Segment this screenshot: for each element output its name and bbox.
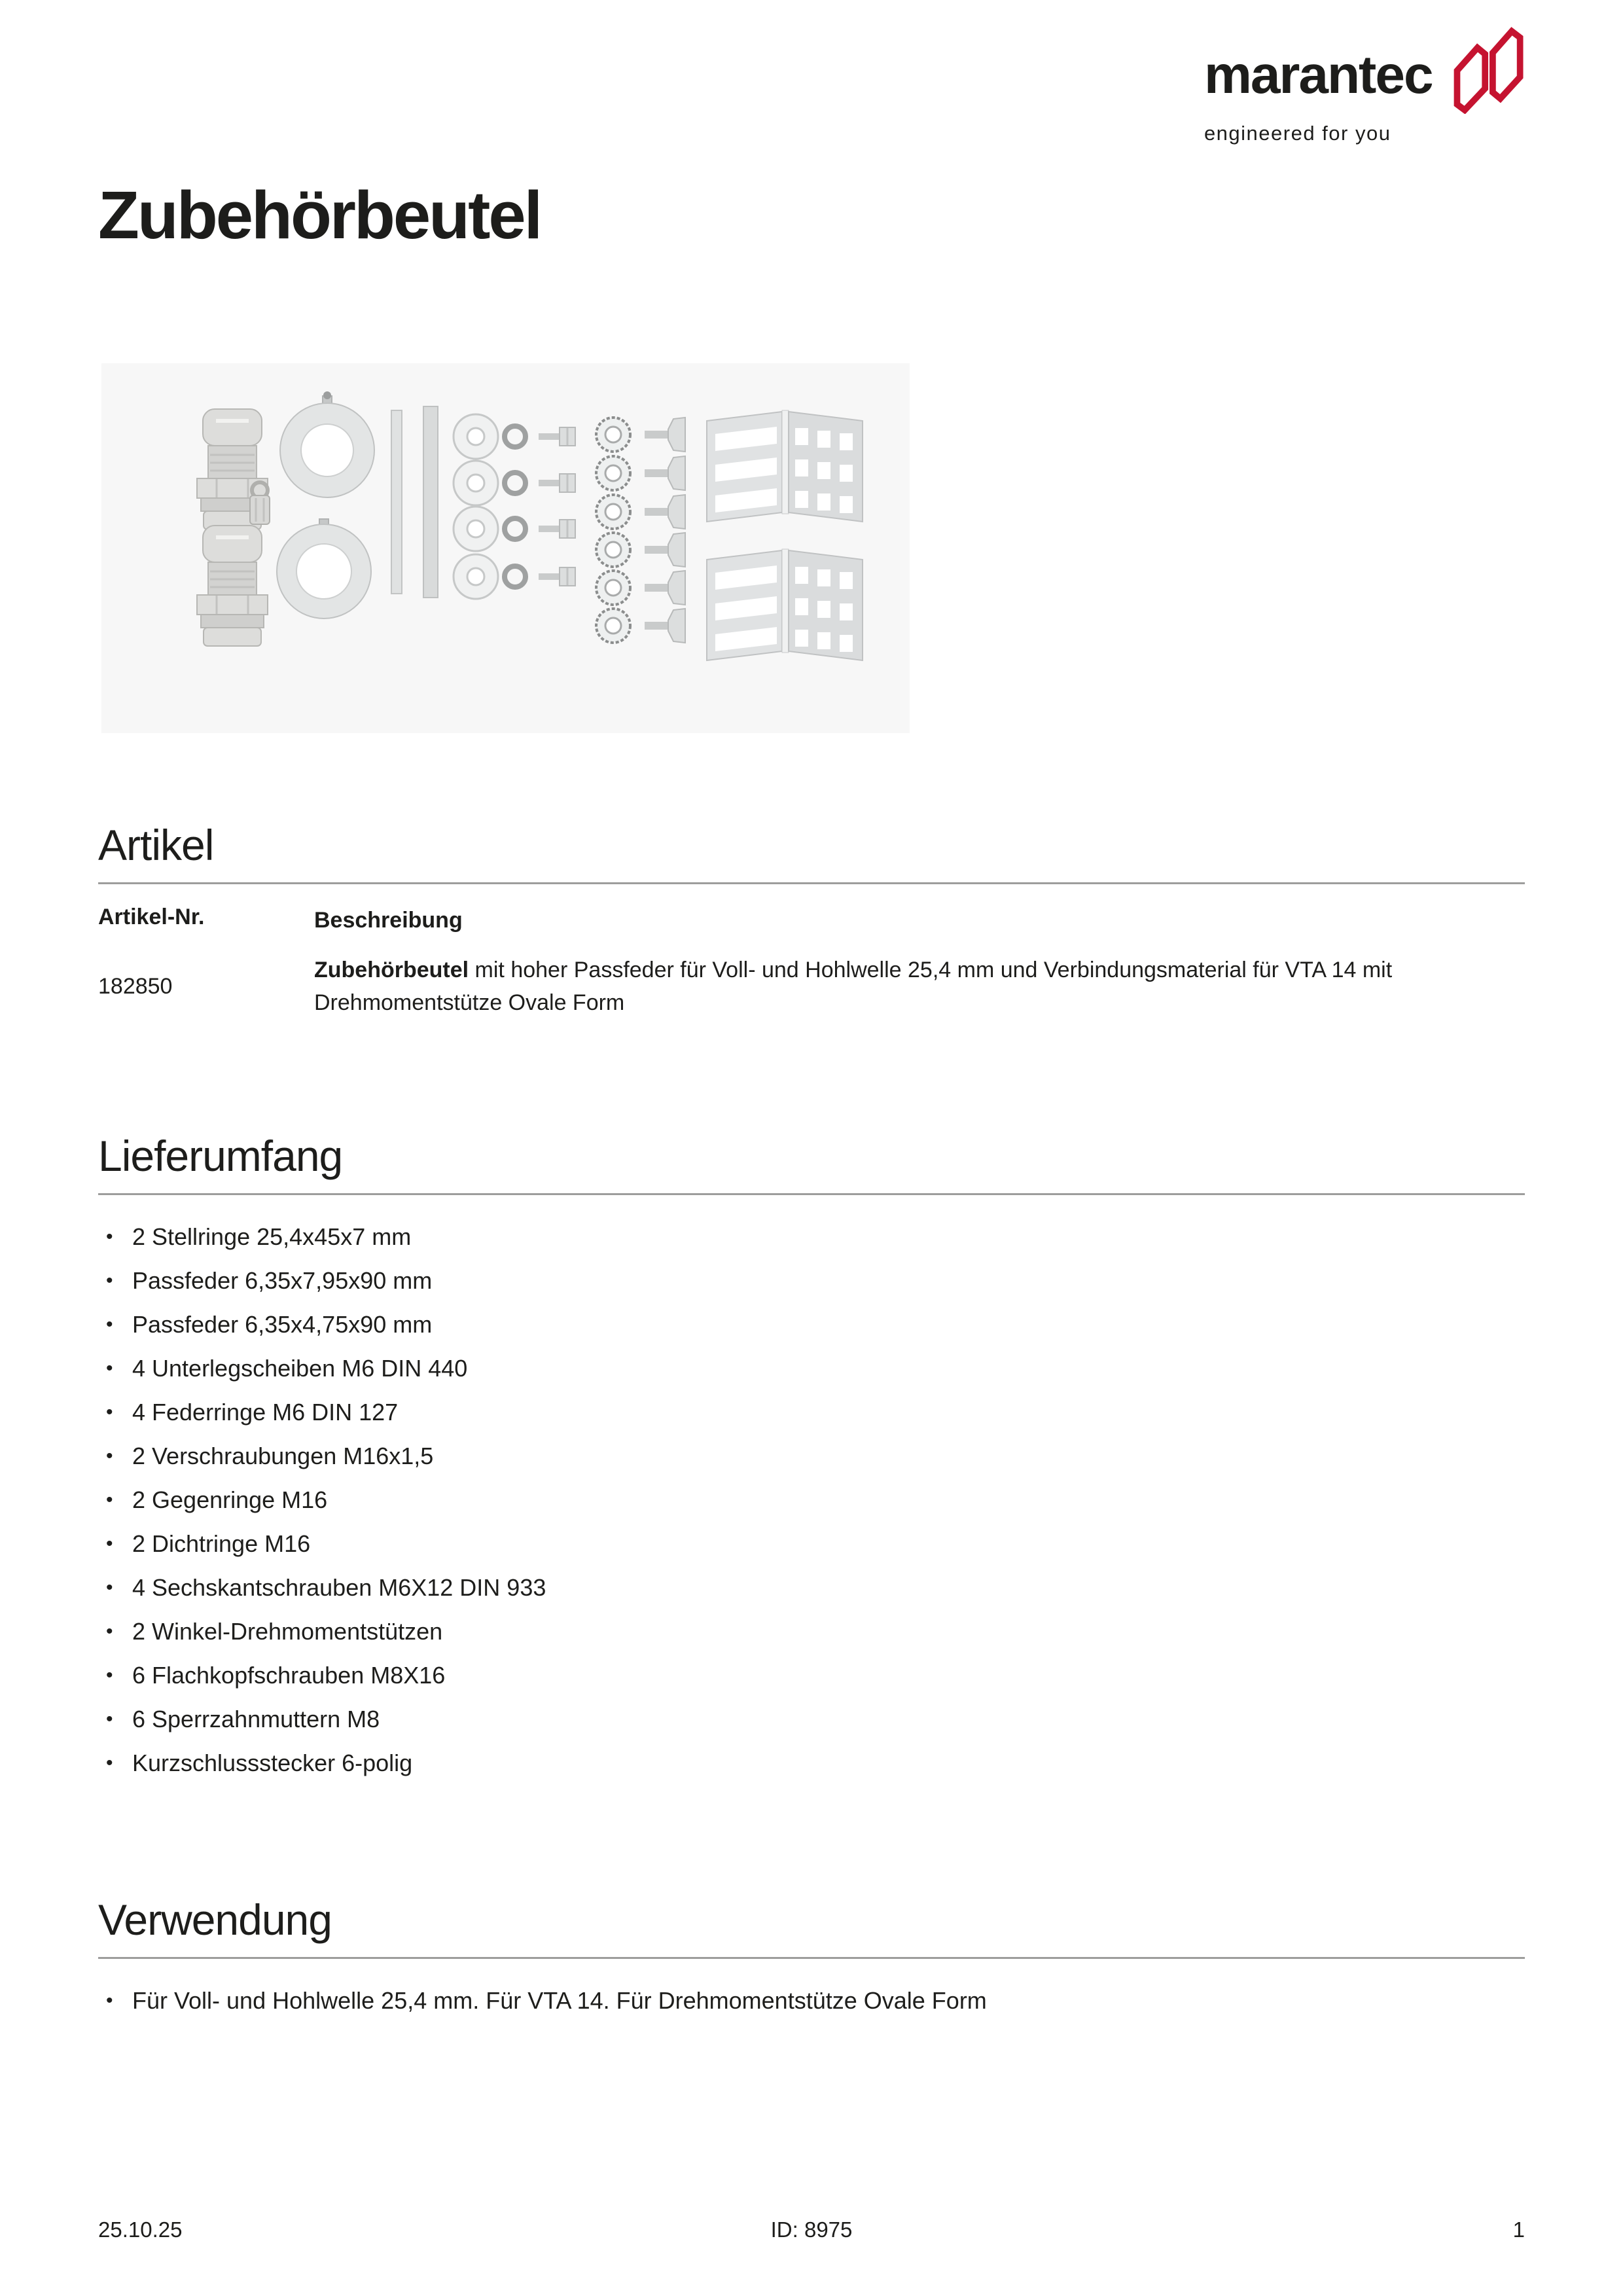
bullet-icon: • xyxy=(106,1621,113,1642)
list-item xyxy=(98,1478,1525,1522)
lieferumfang-list xyxy=(98,1215,1525,1785)
bullet-icon: • xyxy=(106,1270,113,1291)
list-item-text: Kurzschlussstecker 6-polig xyxy=(132,1749,413,1776)
section-divider xyxy=(98,1193,1525,1195)
list-item xyxy=(98,1566,1525,1609)
list-item-text: Passfeder 6,35x4,75x90 mm xyxy=(132,1311,433,1338)
feather-key-1 xyxy=(391,410,402,594)
artikel-heading: Artikel xyxy=(98,821,214,869)
spring-rings xyxy=(505,426,526,587)
bullet-icon: • xyxy=(106,1489,113,1511)
list-item-text: 4 Unterlegscheiben M6 DIN 440 xyxy=(132,1355,468,1382)
list-item xyxy=(98,1609,1525,1653)
list-item-text: 2 Verschraubungen M16x1,5 xyxy=(132,1443,434,1469)
artikel-desc-bold: Zubehörbeutel xyxy=(314,958,469,982)
list-item xyxy=(98,1522,1525,1566)
bullet-icon: • xyxy=(106,1752,113,1774)
bullet-icon: • xyxy=(106,1990,113,2011)
section-lieferumfang xyxy=(98,1134,1525,1785)
serrated-nuts xyxy=(596,418,630,643)
bullet-icon: • xyxy=(106,1577,113,1598)
list-item-text: Für Voll- und Hohlwelle 25,4 mm. Für VTA 14. Für Drehmomentstütze Ovale Form xyxy=(132,1987,987,2014)
list-item xyxy=(98,1979,1525,2022)
artikel-table-row xyxy=(98,954,1525,1019)
feather-key-2 xyxy=(423,406,438,598)
list-item xyxy=(98,1390,1525,1434)
bullet-icon: • xyxy=(106,1401,113,1423)
bullet-icon: • xyxy=(106,1226,113,1247)
footer-doc-id: ID: 8975 xyxy=(770,2217,853,2242)
list-item-text: 4 Federringe M6 DIN 127 xyxy=(132,1399,399,1426)
list-item-text: 6 Sperrzahnmuttern M8 xyxy=(132,1706,380,1732)
bullet-icon: • xyxy=(106,1708,113,1730)
flat-head-screws xyxy=(645,418,685,643)
lieferumfang-heading: Lieferumfang xyxy=(98,1132,343,1180)
washers xyxy=(454,414,498,599)
artikel-desc-rest: mit hoher Passfeder für Voll- und Hohlwelle 25,4 mm und Verbindungsmaterial für VTA 14 mit Drehmomentstütze Ovale Form xyxy=(314,958,1393,1015)
section-verwendung xyxy=(98,1895,1525,2022)
footer-page-number: 1 xyxy=(1512,2217,1525,2242)
column-header-beschreibung: Beschreibung xyxy=(314,908,463,933)
brand-tagline: engineered for you xyxy=(1204,122,1391,145)
set-collar-2 xyxy=(277,519,371,619)
bullet-icon: • xyxy=(106,1664,113,1686)
bullet-icon: • xyxy=(106,1445,113,1467)
page-footer xyxy=(98,2217,1525,2242)
page-title: Zubehörbeutel xyxy=(98,177,541,253)
list-item-text: 2 Winkel-Drehmomentstützen xyxy=(132,1618,443,1645)
angle-bracket-2 xyxy=(707,549,863,660)
bullet-icon: • xyxy=(106,1533,113,1554)
artikel-table-header xyxy=(98,904,1525,937)
brand-logo-icon xyxy=(1446,25,1525,114)
artikel-beschreibung-value xyxy=(314,954,1466,1019)
list-item xyxy=(98,1741,1525,1785)
section-divider xyxy=(98,882,1525,884)
bullet-icon: • xyxy=(106,1314,113,1335)
footer-date: 25.10.25 xyxy=(98,2217,183,2242)
set-collar-1 xyxy=(280,391,374,497)
list-item-text: Passfeder 6,35x7,95x90 mm xyxy=(132,1267,433,1294)
list-item-text: 4 Sechskantschrauben M6X12 DIN 933 xyxy=(132,1574,546,1601)
hex-screws xyxy=(539,427,575,586)
column-header-artikel-nr: Artikel-Nr. xyxy=(98,905,205,929)
verwendung-heading: Verwendung xyxy=(98,1895,332,1944)
list-item-text: 2 Stellringe 25,4x45x7 mm xyxy=(132,1223,412,1250)
artikel-nr-value: 182850 xyxy=(98,973,173,999)
list-item xyxy=(98,1346,1525,1390)
brand-logo xyxy=(1204,25,1525,145)
bullet-icon: • xyxy=(106,1357,113,1379)
list-item xyxy=(98,1697,1525,1741)
list-item xyxy=(98,1653,1525,1697)
list-item-text: 2 Dichtringe M16 xyxy=(132,1530,311,1557)
section-divider xyxy=(98,1957,1525,1959)
product-image xyxy=(101,363,910,733)
list-item-text: 2 Gegenringe M16 xyxy=(132,1486,328,1513)
list-item xyxy=(98,1259,1525,1302)
list-item xyxy=(98,1215,1525,1259)
list-item xyxy=(98,1302,1525,1346)
cable-gland-2 xyxy=(197,526,268,646)
list-item-text: 6 Flachkopfschrauben M8X16 xyxy=(132,1662,446,1689)
verwendung-list xyxy=(98,1979,1525,2022)
brand-logo-text: marantec xyxy=(1204,45,1433,105)
list-item xyxy=(98,1434,1525,1478)
angle-bracket-1 xyxy=(707,410,863,522)
section-artikel xyxy=(98,823,1525,1019)
